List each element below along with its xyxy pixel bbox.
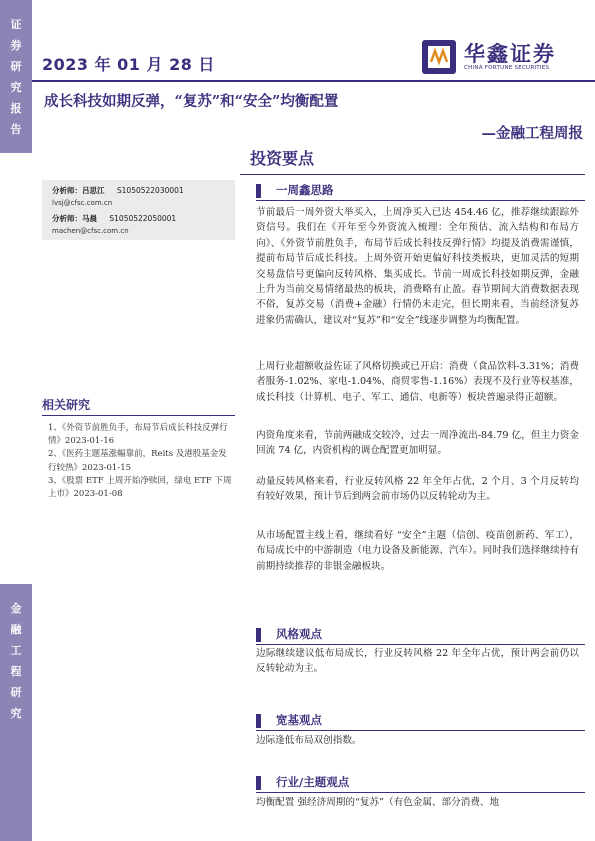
related-research	[42, 396, 235, 501]
analyst-license: S1050522050001	[109, 214, 177, 223]
related-research-title: 相关研究	[42, 396, 235, 416]
sidebar-char: 研	[10, 686, 22, 699]
related-research-item[interactable]: 1、《外资节前胜负手，布局节后成长科技反弹行情》2023-01-16	[48, 423, 228, 447]
sidebar-char: 金	[10, 602, 22, 615]
sidebar-char: 工	[10, 644, 22, 657]
analyst-box	[42, 180, 235, 240]
analyst-line	[52, 185, 184, 196]
related-research-item[interactable]: 2、《医药主题基涨幅靠前，Reits 及港股基金发行较热》2023-01-15	[48, 449, 227, 473]
logo-english-name: CHINA FORTUNE SECURITIES	[464, 65, 550, 71]
sidebar-char: 研	[10, 60, 22, 73]
section-title: 投资要点	[250, 149, 315, 168]
heading-text: 宽基观点	[276, 713, 322, 727]
heading-text: 一周鑫思路	[276, 183, 334, 197]
analyst-name: 分析师：吕思江	[52, 186, 105, 195]
analyst-name: 分析师：马晨	[52, 214, 97, 223]
heading-divider	[256, 730, 585, 731]
weekly-paragraph: 动量反转风格来看，行业反转风格 22 年全年占优，2 个月、3 个月反转均有较好效果，预计节后到两会前市场仍以反转轮动为主。	[256, 476, 579, 503]
heading-bar	[256, 714, 261, 728]
related-research-item[interactable]: 3、《股票 ETF 上周开始净赎回，绿电 ETF 下周上市》2023-01-08	[48, 475, 232, 500]
heading-bar	[256, 776, 261, 790]
analyst-license: S1050522030001	[116, 186, 184, 195]
sidebar-char: 融	[10, 623, 22, 636]
sidebar-research-type	[0, 584, 32, 841]
sidebar-char: 告	[10, 123, 22, 136]
sidebar-char: 券	[10, 39, 22, 52]
sidebar-char: 报	[10, 102, 22, 115]
sidebar-char: 究	[10, 81, 22, 94]
sidebar-char: 程	[10, 665, 22, 678]
analyst-email[interactable]: machen@cfsc.com.cn	[52, 227, 129, 235]
heading-bar	[256, 628, 261, 642]
analyst-line	[52, 213, 176, 224]
weekly-paragraph: 从市场配置主线上看，继续看好 “安全”主题（信创、疫苗创新药、军工），布局成长中的中游制造（电力设备及新能源、汽车）。同时我们选择继续持有前期持续推荐的非银金融板块。	[256, 530, 579, 572]
analyst-email[interactable]: lvsj@cfsc.com.cn	[52, 199, 113, 207]
heading-text: 风格观点	[276, 627, 322, 641]
heading-divider	[256, 200, 585, 201]
broad-paragraph: 边际逢低布局双创指数。	[256, 735, 362, 746]
logo-chinese-name: 华鑫证券	[464, 42, 556, 66]
heading-divider	[256, 644, 585, 645]
weekly-paragraph: 节前最后一周外资大举买入，上周净买入已达 454.46 亿，推荐继续跟踪外资信号。我们在《开年至今外资流入梳理：全年预估、流入结构和布局方向》、《外资节前胜负手，布局节后成长科技反弹行情》均提及消费需谨慎，提前布局节后成长科技。上周外资开始更偏好科技类板块，更加灵活的短期交易盘信号更偏向反转风格、集买成长。节前一周成长科技如期反弹，金融上升为当前交易情绪最热的板块，消费略有止盈。春节期间大消费数据表现不俗，复苏交易（消费+金融）行情仍未走完，但长期来看，当前经济复苏进象仍需确认，建议对“复苏”和“安全”线逐步调整为均衡配置。	[256, 207, 579, 326]
header-divider	[32, 80, 595, 82]
heading-text: 行业/主题观点	[276, 775, 350, 789]
report-title: 成长科技如期反弹，“复苏”和“安全”均衡配置	[44, 93, 339, 110]
company-logo	[422, 38, 587, 76]
industry-paragraph: 均衡配置 强经济周期的“复苏”（有色金属、部分消费、地	[256, 797, 500, 808]
weekly-paragraph: 内资角度来看，节前两融成交较冷，过去一周净流出-84.79 亿，但主力资金回流 74 亿，内资机构的调仓配置更加明显。	[256, 430, 579, 457]
sidebar-char: 证	[10, 18, 22, 31]
logo-mark-icon	[422, 40, 456, 74]
sidebar-report-type	[0, 0, 32, 153]
sidebar-char: 究	[10, 707, 22, 720]
weekly-paragraph: 上周行业超额收益佐证了风格切换或已开启：消费（食品饮料-3.31%；消费者服务-1.02%、家电-1.04%、商贸零售-1.16%）表现不及行业等权基准，成长科技（计算机、电子、军工、通信、电新等）板块普遍录得正超额。	[256, 361, 579, 403]
heading-bar	[256, 184, 261, 198]
heading-divider	[256, 792, 585, 793]
section-divider	[240, 174, 585, 175]
report-subtitle: —金融工程周报	[481, 125, 583, 142]
style-paragraph: 边际继续建议低布局成长，行业反转风格 22 年全年占优，预计两会前仍以反转轮动为主。	[256, 648, 579, 675]
related-research-list	[42, 422, 235, 501]
report-date: 2023 年 01 月 28 日	[42, 55, 215, 74]
